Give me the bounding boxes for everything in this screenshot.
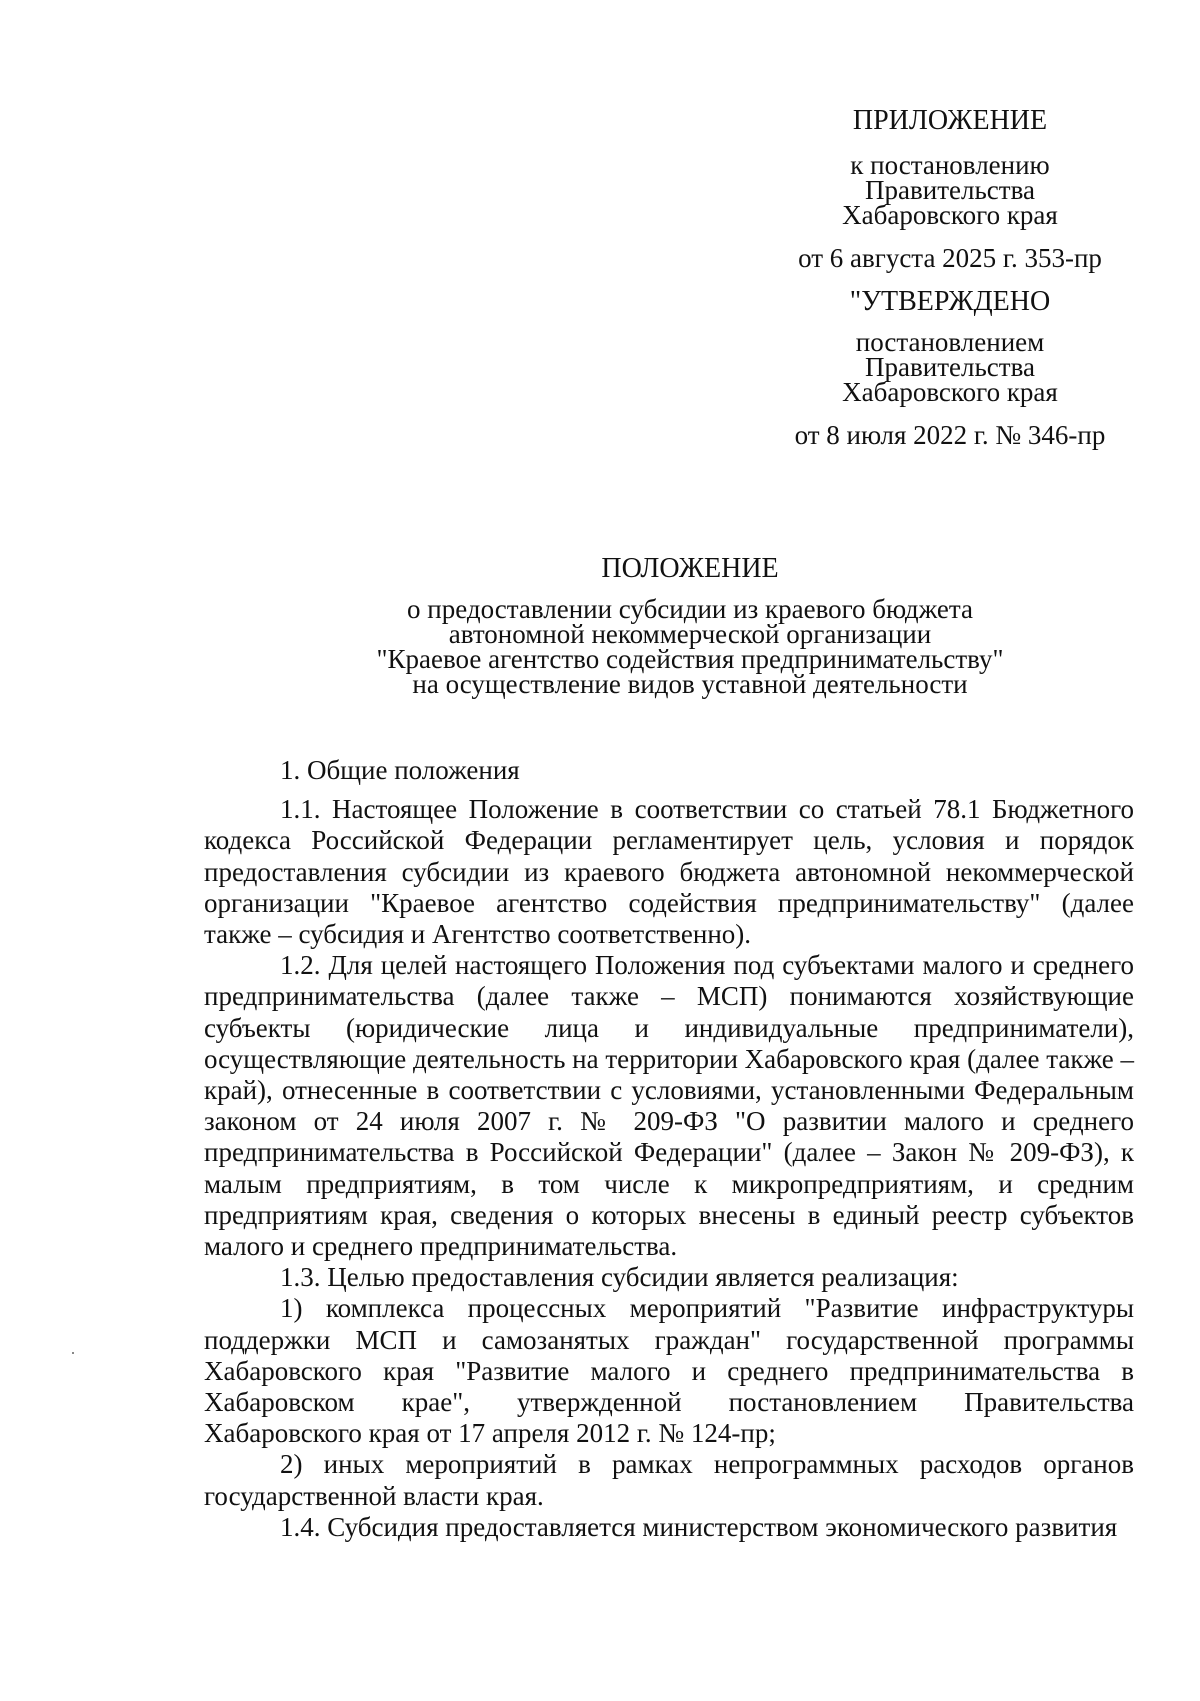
approved-title: "УТВЕРЖДЕНО [849, 286, 1051, 317]
appendix-line-3: Хабаровского края [842, 200, 1058, 230]
paragraph-1-4: 1.4. Субсидия предоставляется министерством экономического развития [280, 1511, 1118, 1542]
paragraph-1-1: 1.1. Настоящее Положение в соответствии со статьей 78.1 Бюджетного кодекса Российской Федерации регламентирует цель, условия и порядок предоставления субсидии из краевого бюджета автономной некоммерческой организации "Краевое агентство содействия предпринимательству" (далее также – субсидия и Агентство соответственно). [204, 794, 1134, 950]
heading-line-3: "Краевое агентство содействия предпринимательству" [376, 644, 1004, 674]
appendix-date: от 6 августа 2025 г. 353-пр [798, 243, 1102, 273]
approved-line-1: постановлением [855, 327, 1045, 357]
paragraph-1-3-2: 2) иных мероприятий в рамках непрограммных расходов органов государственной власти края. [204, 1449, 1134, 1511]
heading-line-4: на осуществление видов уставной деятельности [412, 669, 968, 699]
approved-line-3: Хабаровского края [842, 377, 1058, 407]
paragraph-1-3-1: 1) комплекса процессных мероприятий "Развитие инфраструктуры поддержки МСП и самозанятых граждан" государственной программы Хабаровского края "Развитие малого и среднего предпринимательства в Хабаровском крае", утвержденной постановлением Правительства Хабаровского края от 17 апреля 2012 г. № 124-пр; [204, 1293, 1134, 1449]
document-heading [300, 553, 1080, 699]
document-body [204, 755, 1134, 1543]
heading-line-1: о предоставлении субсидии из краевого бюджета [407, 594, 973, 624]
approved-date: от 8 июля 2022 г. № 346-пр [794, 420, 1106, 450]
heading-line-2: автономной некоммерческой организации [448, 619, 932, 649]
approved-line-2: Правительства [865, 352, 1035, 382]
appendix-line-1: к постановлению [850, 150, 1050, 180]
appendix-block [770, 105, 1130, 450]
appendix-line-2: Правительства [865, 175, 1035, 205]
heading-title: ПОЛОЖЕНИЕ [601, 553, 779, 584]
appendix-title: ПРИЛОЖЕНИЕ [852, 105, 1048, 136]
paragraph-1-3: 1.3. Целью предоставления субсидии является реализация: [280, 1262, 959, 1293]
scan-artifact [72, 1352, 74, 1354]
section-title-1: 1. Общие положения [280, 755, 520, 785]
paragraph-1-2: 1.2. Для целей настоящего Положения под субъектами малого и среднего предпринимательства (далее также – МСП) понимаются хозяйствующие субъекты (юридические лица и индивидуальные предприниматели), осуществляющие деятельность на территории Хабаровского края (далее также – край), отнесенные в соответствии с условиями, установленными Федеральным законом от 24 июля 2007 г. № 209-ФЗ "О развитии малого и среднего предпринимательства в Российской Федерации" (далее – Закон № 209-ФЗ), к малым предприятиям, в том числе к микропредприятиям, и средним предприятиям края, сведения о которых внесены в единый реестр субъектов малого и среднего предпринимательства. [204, 950, 1134, 1262]
